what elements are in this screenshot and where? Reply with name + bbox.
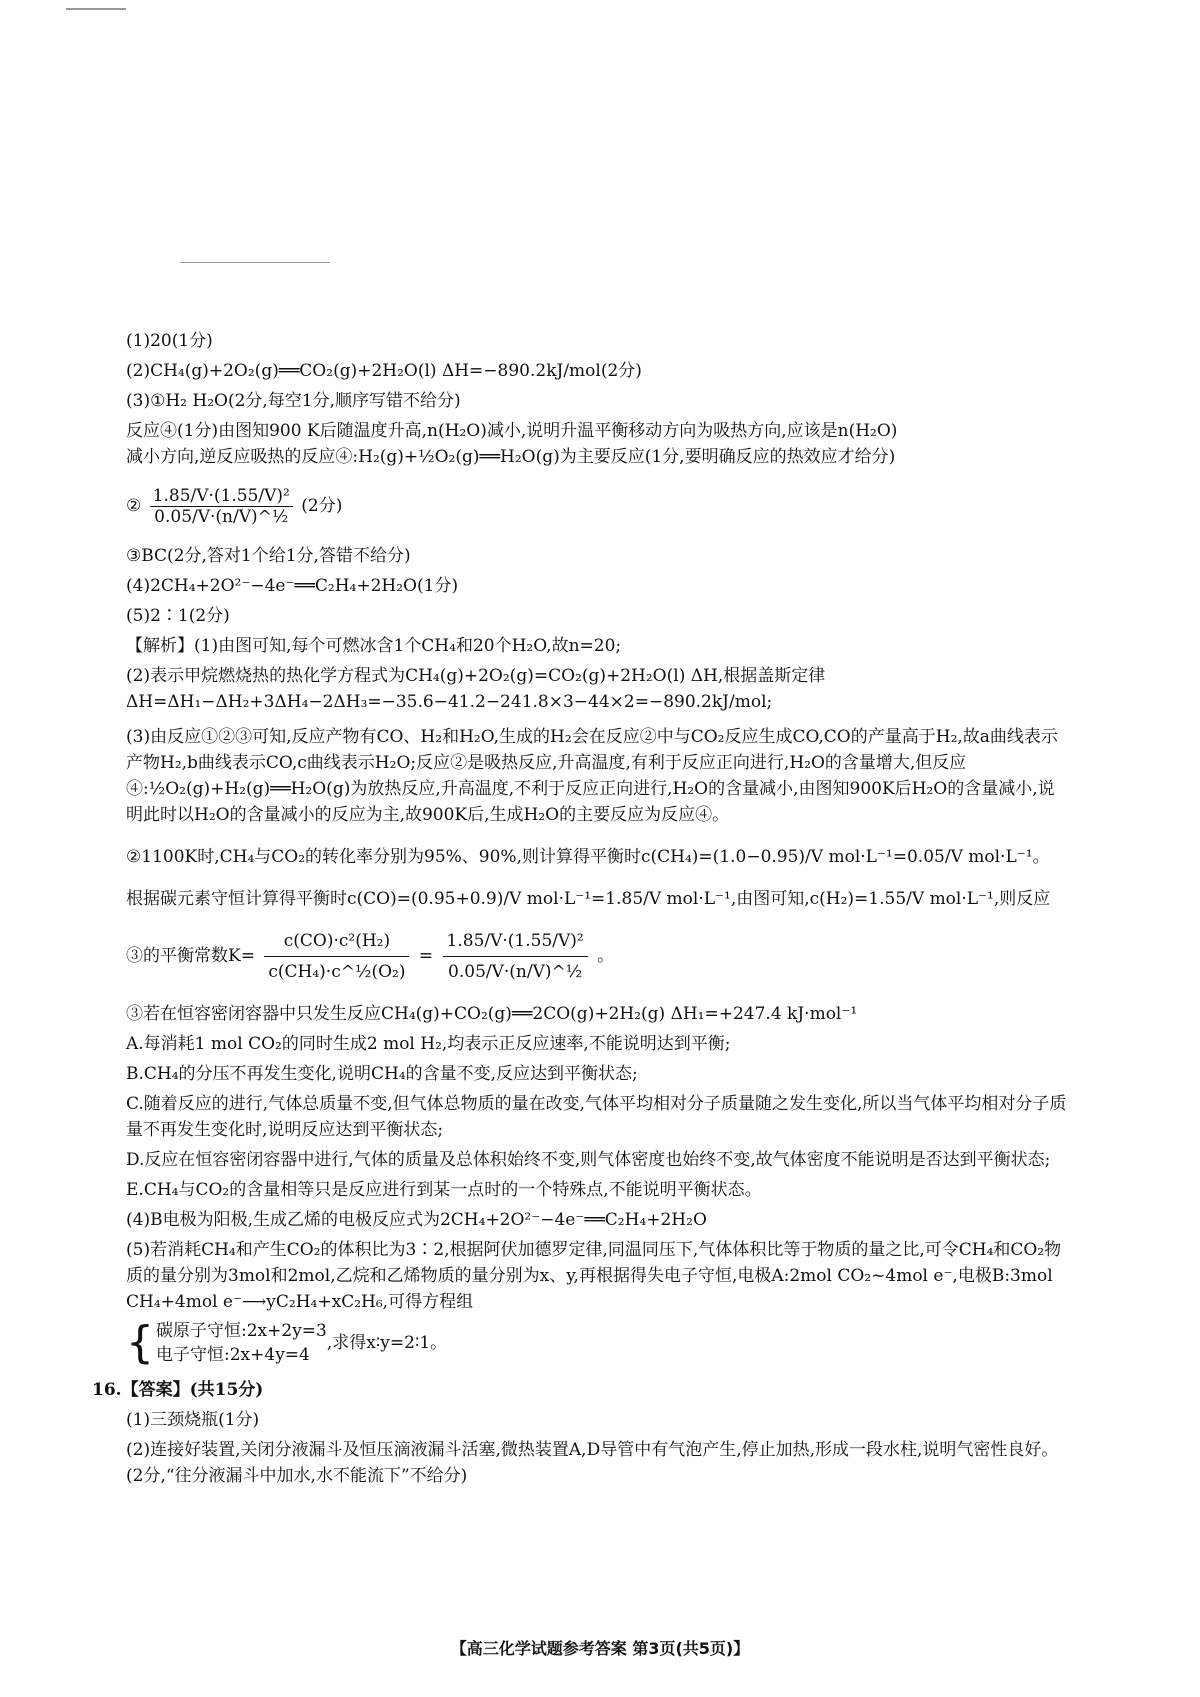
analysis-option-d: D.反应在恒容密闭容器中进行,气体的质量及总体积始终不变,则气体密度也始终不变,故气体密度不能说明是否达到平衡状态;: [126, 1150, 1051, 1170]
answer-3-2-numerator: 1.85/V·(1.55/V)²: [150, 486, 293, 507]
equation-system: [126, 1319, 1068, 1367]
period: 。: [597, 946, 615, 966]
page-footer: 【高三化学试题参考答案 第3页(共5页)】: [450, 1639, 750, 1658]
analysis-option-c: C.随着反应的进行,气体总质量不变,但气体总物质的量在改变,气体平均相对分子质量随之发生变化,所以当气体平均相对分子质量不再发生变化时,说明反应达到平衡状态;: [126, 1094, 1067, 1140]
answer-1: (1)20(1分): [126, 331, 213, 351]
answer-3-reason-line2: 减小方向,逆反应吸热的反应④:H₂(g)+½O₂(g)══H₂O(g)为主要反应(1分,要明确反应的热效应才给分): [126, 447, 896, 467]
analysis-7: ③若在恒容密闭容器中只发生反应CH₄(g)+CO₂(g)══2CO(g)+2H₂(g) ΔH₁=+247.4 kJ·mol⁻¹: [126, 1004, 858, 1024]
answer-3-reason-line1: 反应④(1分)由图知900 K后随温度升高,n(H₂O)减小,说明升温平衡移动方向为吸热方向,应该是n(H₂O): [126, 421, 898, 441]
analysis-2: (2)表示甲烷燃烧热的热化学方程式为CH₄(g)+2O₂(g)=CO₂(g)+2H₂O(l) ΔH,根据盖斯定律ΔH=ΔH₁−ΔH₂+3ΔH₄−2ΔH₃=−35.6−41.2−241.8×3−44×2=−890.2kJ/mol;: [126, 666, 826, 712]
document-body: [92, 328, 1068, 1493]
answer-3-2-denominator: 0.05/V·(n/V)^½: [154, 507, 289, 527]
brace-symbol: {: [126, 1317, 154, 1368]
answer-5: (5)2∶1(2分): [126, 606, 230, 626]
k-expression-numerator: c(CO)·c²(H₂): [264, 928, 409, 957]
analysis-4-electrode: (4)B电极为阳极,生成乙烯的电极反应式为2CH₄+2O²⁻−4e⁻══C₂H₄+2H₂O: [126, 1210, 707, 1230]
equals-sign: =: [418, 946, 434, 966]
answer-3-3: ③BC(2分,答对1个给1分,答错不给分): [126, 546, 411, 566]
k-value-denominator: 0.05/V·(n/V)^½: [448, 962, 583, 982]
answer-3-reason: [126, 418, 1068, 470]
analysis-1: 【解析】(1)由图可知,每个可燃冰含1个CH₄和20个H₂O,故n=20;: [126, 636, 622, 656]
equation-electron: 电子守恒:2x+4y=4: [156, 1345, 310, 1365]
answer-3-2-prefix: ②: [126, 496, 142, 516]
analysis-3: (3)由反应①②③可知,反应产物有CO、H₂和H₂O,生成的H₂会在反应②中与CO₂反应生成CO,CO的产量高于H₂,故a曲线表示产物H₂,b曲线表示CO,c曲线表示H₂O;反应②是吸热反应,升高温度,有利于反应正向进行,H₂O的含量增大,但反应④:½O₂(g)+H₂(g)══H₂O(g)为放热反应,升高温度,不利于反应正向进行,H₂O的含量减小,由图知900K后H₂O的含量减小,说明此时以H₂O的含量减小的反应为主,故900K后,生成H₂O的主要反应为反应④。: [126, 727, 1058, 825]
analysis-6-equilibrium-constant: [126, 928, 1068, 985]
equation-result: ,求得x∶y=2∶1。: [326, 1333, 448, 1353]
k-expression-denominator: c(CH₄)·c^½(O₂): [268, 962, 406, 982]
k-value-numerator: 1.85/V·(1.55/V)²: [443, 928, 588, 957]
k-value-fraction: [443, 928, 588, 985]
answer-3: (3)①H₂ H₂O(2分,每空1分,顺序写错不给分): [126, 391, 461, 411]
scan-artifact-line: [180, 262, 330, 263]
question-16-answer-2: (2)连接好装置,关闭分液漏斗及恒压滴液漏斗活塞,微热装置A,D导管中有气泡产生,停止加热,形成一段水柱,说明气密性良好。(2分,“往分液漏斗中加水,水不能流下”不给分): [126, 1440, 1059, 1486]
answer-4: (4)2CH₄+2O²⁻−4e⁻══C₂H₄+2H₂O(1分): [126, 576, 459, 596]
equation-lines: [156, 1319, 327, 1367]
analysis-option-b: B.CH₄的分压不再发生变化,说明CH₄的含量不变,反应达到平衡状态;: [126, 1064, 638, 1084]
analysis-option-e: E.CH₄与CO₂的含量相等只是反应进行到某一点时的一个特殊点,不能说明平衡状态。: [126, 1180, 762, 1200]
k-expression-fraction: [264, 928, 409, 985]
answer-3-2-fraction: [150, 486, 293, 527]
analysis-5: 根据碳元素守恒计算得平衡时c(CO)=(0.95+0.9)/V mol·L⁻¹=1.85/V mol·L⁻¹,由图可知,c(H₂)=1.55/V mol·L⁻¹,则反应: [126, 889, 1051, 909]
scan-artifact-top: [66, 8, 126, 10]
question-16-title: 16.【答案】(共15分): [92, 1380, 264, 1400]
equation-carbon: 碳原子守恒:2x+2y=3: [156, 1321, 327, 1341]
answer-3-2: [126, 486, 1068, 527]
analysis-option-a: A.每消耗1 mol CO₂的同时生成2 mol H₂,均表示正反应速率,不能说明达到平衡;: [126, 1034, 731, 1054]
analysis-5-ratio: (5)若消耗CH₄和产生CO₂的体积比为3∶2,根据阿伏加德罗定律,同温同压下,气体体积比等于物质的量之比,可令CH₄和CO₂物质的量分别为3mol和2mol,乙烷和乙烯物质的量分别为x、y,再根据得失电子守恒,电极A:2mol CO₂~4mol e⁻,电极B:3mol CH₄+4mol e⁻⟶yC₂H₄+xC₂H₆,可得方程组: [126, 1240, 1062, 1312]
question-16-answer-1: (1)三颈烧瓶(1分): [126, 1410, 260, 1430]
analysis-6-prefix: ③的平衡常数K=: [126, 946, 255, 966]
answer-2: (2)CH₄(g)+2O₂(g)══CO₂(g)+2H₂O(l) ΔH=−890.2kJ/mol(2分): [126, 361, 642, 381]
answer-3-2-suffix: (2分): [301, 496, 343, 516]
analysis-4: ②1100K时,CH₄与CO₂的转化率分别为95%、90%,则计算得平衡时c(CH₄)=(1.0−0.95)/V mol·L⁻¹=0.05/V mol·L⁻¹。: [126, 847, 1050, 867]
